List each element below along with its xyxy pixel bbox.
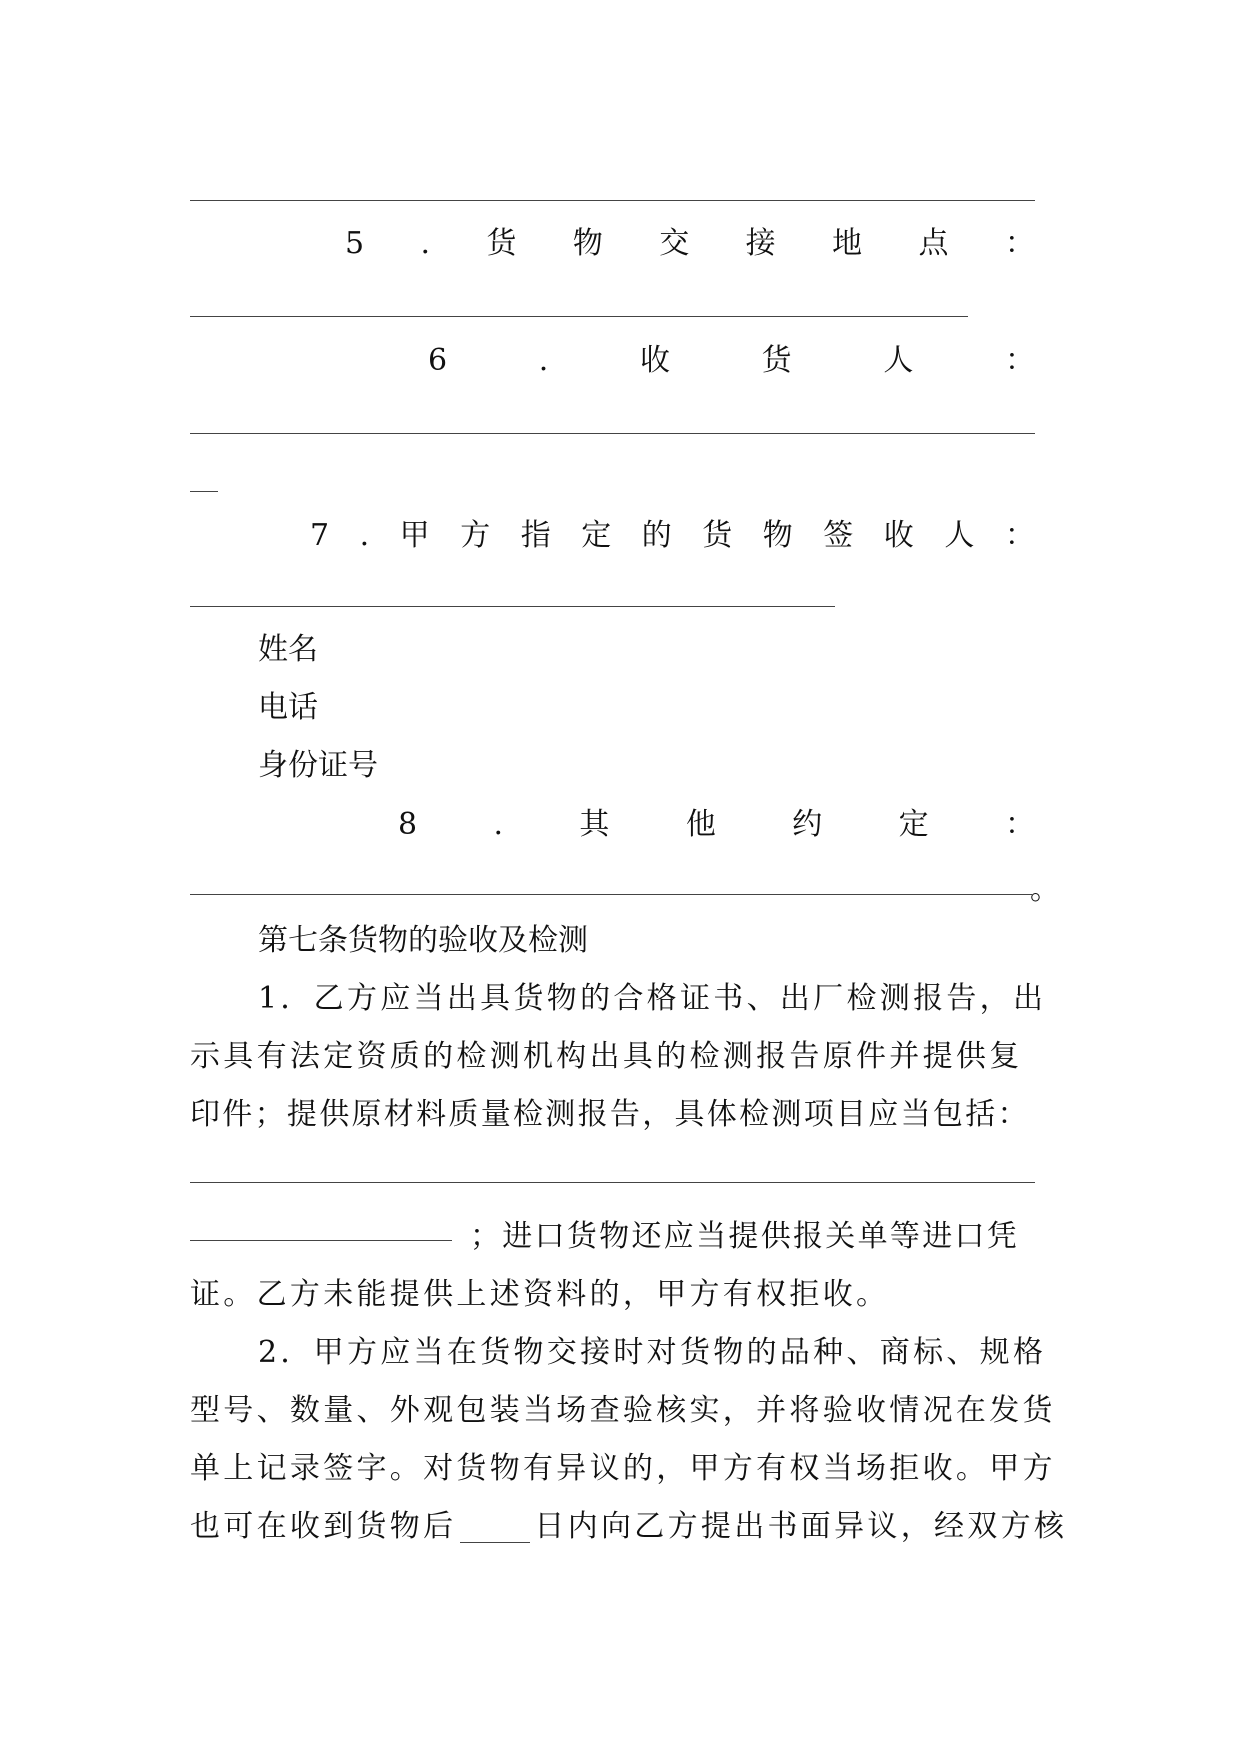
item-number: 7 [310,518,330,553]
blank-line [460,1542,530,1543]
blank-line [190,1182,1035,1183]
item-dot: . [359,518,370,553]
item-8-line [398,805,1035,845]
item-char: 他 [685,807,716,842]
item-char: 指 [520,518,551,553]
item-7-line [310,516,1035,556]
item-char: 方 [460,518,491,553]
item-colon: ： [1004,807,1035,842]
item-5-line [345,224,1035,264]
item-8-end-mark: 。 [1030,872,1060,907]
blank-line [190,894,1032,895]
item-char: 收 [883,518,914,553]
para-text: 日内向乙方提出书面异议，经双方核 [534,1509,1068,1544]
item-char: 收 [639,343,670,378]
para-text: 2．甲方应当在货物交接时对货物的品种、商标、规格 [258,1335,1047,1370]
item-char: 点 [918,226,949,261]
item-char: 定 [581,518,612,553]
para-1-line-2 [190,1037,1050,1077]
blank-line [190,316,968,317]
para-2-line-2 [190,1391,1056,1431]
item-char: 接 [745,226,776,261]
item-char: 货 [486,226,517,261]
blank-line [190,433,1035,434]
field-name-label: 姓名 [258,632,318,667]
item-char: 地 [832,226,863,261]
para-text: 单上记录签字。对货物有异议的，甲方有权当场拒收。甲方 [190,1451,1056,1486]
para-text: 1．乙方应当出具货物的合格证书、出厂检测报告，出 [258,981,1047,1016]
item-colon: ： [1004,518,1035,553]
para-text: ；进口货物还应当提供报关单等进口凭 [470,1219,1020,1254]
item-char: 签 [823,518,854,553]
field-id-label: 身份证号 [258,748,378,783]
para-1-line-1 [258,979,1050,1019]
item-6-line [428,341,1035,381]
para-1-end [190,1275,1050,1315]
blank-line [190,1240,452,1241]
blank-line [190,200,1035,201]
item-char: 货 [702,518,733,553]
para-text: 型号、数量、外观包装当场查验核实，并将验收情况在发货 [190,1393,1056,1428]
para-2-line-3 [190,1449,1056,1489]
item-char: 约 [792,807,823,842]
article-7-title: 第七条货物的验收及检测 [258,923,588,958]
item-char: 物 [762,518,793,553]
item-char: 人 [944,518,975,553]
para-text: 证。乙方未能提供上述资料的，甲方有权拒收。 [190,1277,890,1312]
para-2-line-4 [190,1507,1068,1547]
para-1-tail [470,1217,1050,1257]
item-number: 6 [428,343,448,378]
field-phone-label: 电话 [258,690,318,725]
item-char: 物 [572,226,603,261]
item-dot: . [420,226,431,261]
item-char: 交 [659,226,690,261]
para-2-line-1 [258,1333,1050,1373]
item-number: 5 [345,226,365,261]
para-text: 印件；提供原材料质量检测报告，具体检测项目应当包括： [190,1097,1030,1132]
item-char: 其 [579,807,610,842]
para-1-line-3 [190,1095,1050,1135]
item-dot: . [493,807,504,842]
item-char: 货 [761,343,792,378]
para-text: 也可在收到货物后 [190,1509,457,1544]
blank-line [190,491,218,492]
para-text: 示具有法定资质的检测机构出具的检测报告原件并提供复 [190,1039,1023,1074]
item-colon: ： [1004,226,1035,261]
item-char: 定 [898,807,929,842]
item-char: 的 [641,518,672,553]
item-number: 8 [398,807,418,842]
item-char: 甲 [399,518,430,553]
item-char: 人 [883,343,914,378]
item-colon: ： [1005,343,1035,378]
item-dot: . [538,343,549,378]
blank-line [190,606,835,607]
